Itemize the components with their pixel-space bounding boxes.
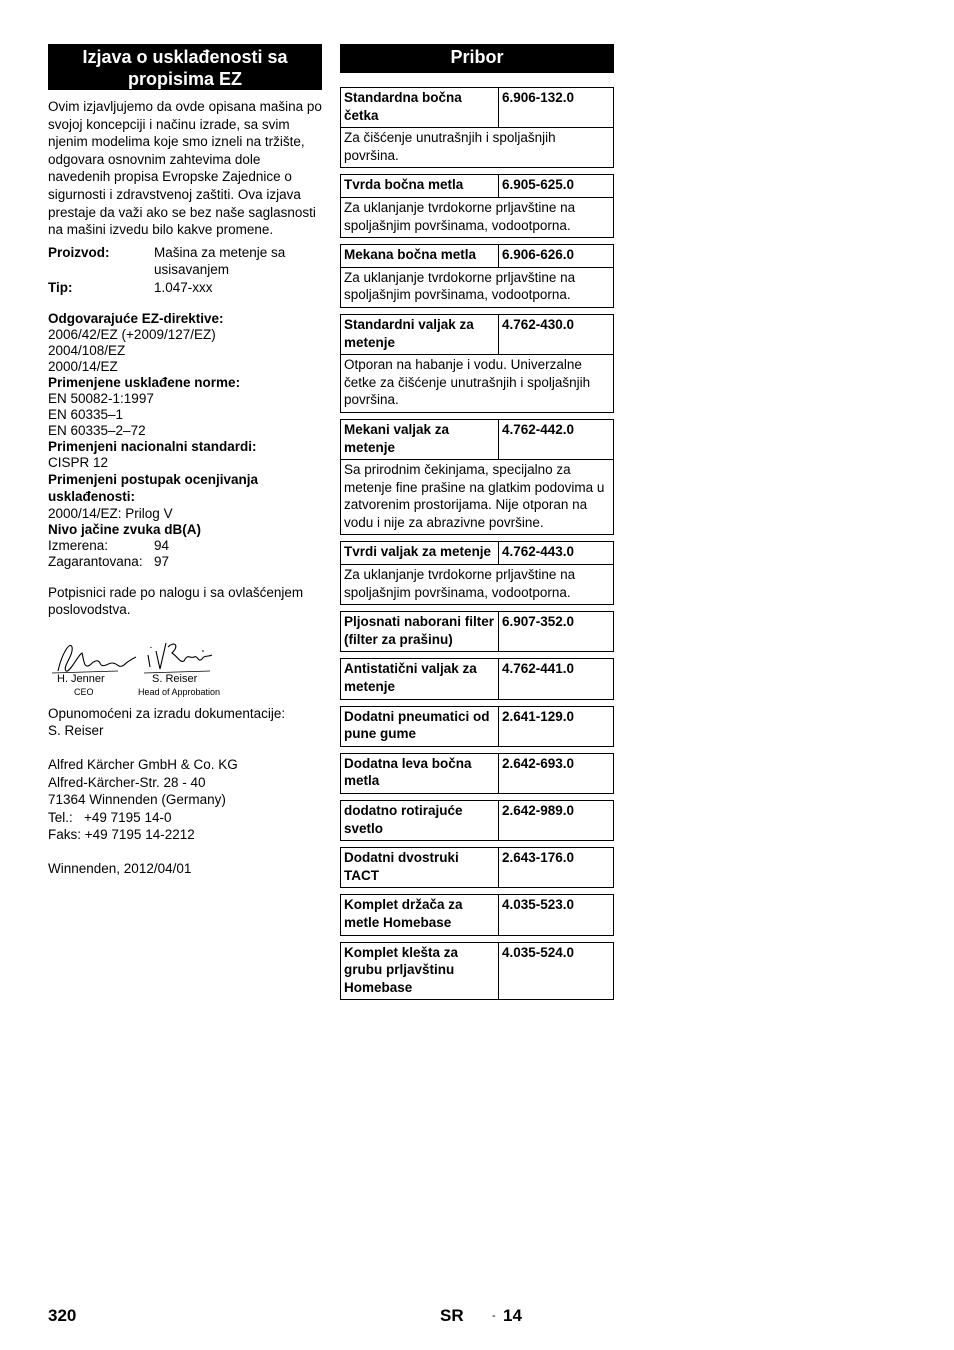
accessory-header-row xyxy=(341,245,613,267)
accessory-item xyxy=(340,706,614,747)
accessory-name: Dodatni dvostruki TACT xyxy=(341,848,499,887)
documentation-label: Opunomoćeni za izradu dokumentacije: xyxy=(48,705,286,721)
signatory-2-name: S. Reiser xyxy=(152,672,198,685)
accessory-part-number: 4.035-523.0 xyxy=(502,897,575,913)
accessory-description: Za uklanjanje tvrdokorne prljavštine na spoljašnjim površinama, vodootporna. xyxy=(341,564,613,604)
accessory-part-number: 6.905-625.0 xyxy=(502,177,575,193)
accessory-item xyxy=(340,174,614,238)
accessory-name: Pljosnati naborani filter (filter za prašinu) xyxy=(341,612,499,651)
declaration-column xyxy=(48,44,322,877)
type-row xyxy=(48,279,322,297)
accessory-name: Mekani valjak za metenje xyxy=(341,420,499,459)
accessory-header-row xyxy=(341,848,613,887)
declaration-heading: Izjava o usklađenosti sa propisima EZ xyxy=(48,44,322,90)
accessory-part-number: 6.907-352.0 xyxy=(502,614,575,630)
accessory-item xyxy=(340,314,614,413)
accessory-part-number: 2.642-989.0 xyxy=(502,803,575,818)
accessory-name: Tvrdi valjak za metenje xyxy=(341,542,499,564)
accessory-header-row xyxy=(341,707,613,746)
address-line: Tel.: +49 7195 14-0 xyxy=(48,809,172,825)
signatory-2-role: Head of Approbation xyxy=(138,686,221,697)
norms-label: Primenjene usklađene norme: xyxy=(48,374,241,390)
accessory-header-row xyxy=(341,943,613,1000)
accessory-name: Antistatični valjak za metenje xyxy=(341,659,499,698)
noise-guaranteed-row xyxy=(48,554,322,570)
address-line: Faks: +49 7195 14-2212 xyxy=(48,827,195,843)
directive-item: 2004/108/EZ xyxy=(48,342,126,358)
accessory-name: Tvrda bočna metla xyxy=(341,175,499,197)
accessory-header-row xyxy=(341,754,613,793)
noise-measured-row xyxy=(48,538,322,554)
norm-item: EN 50082-1:1997 xyxy=(48,390,154,406)
accessories-heading: Pribor xyxy=(340,44,614,73)
accessory-part-number: 4.762-441.0 xyxy=(502,661,575,677)
accessory-item xyxy=(340,87,614,168)
accessory-description: Za uklanjanje tvrdokorne prljavštine na spoljašnjim površinama, vodootporna. xyxy=(341,197,613,237)
accessory-name: Komplet držača za metle Homebase xyxy=(341,895,499,934)
accessory-part-number: 4.762-443.0 xyxy=(502,544,575,560)
signatory-1-name: H. Jenner xyxy=(57,672,105,685)
section-page-number: 14 xyxy=(503,1306,522,1325)
accessory-name: Dodatni pneumatici od pune gume xyxy=(341,707,499,746)
accessory-name: Dodatna leva bočna metla xyxy=(341,754,499,793)
accessory-description: Otporan na habanje i vodu. Univerzalne četke za čišćenje unutrašnjih i spoljašnjih površina. xyxy=(341,354,613,412)
noise-label: Nivo jačine zvuka dB(A) xyxy=(48,521,202,537)
type-label: Tip: xyxy=(48,279,73,295)
accessory-header-row xyxy=(341,175,613,197)
guaranteed-label: Zagarantovana: xyxy=(48,553,143,569)
product-value: Mašina za metenje sa usisavanjem xyxy=(154,244,286,278)
procedure-item: 2000/14/EZ: Prilog V xyxy=(48,505,173,521)
accessory-name: dodatno rotirajuće svetlo xyxy=(341,801,499,840)
signatory-1-role: CEO xyxy=(74,686,94,697)
accessory-item xyxy=(340,942,614,1001)
accessory-description: Za čišćenje unutrašnjih i spoljašnjih površina. xyxy=(341,127,613,167)
accessory-item xyxy=(340,800,614,841)
footer-dash: - xyxy=(492,1310,496,1322)
accessory-header-row xyxy=(341,542,613,564)
accessory-part-number: 4.762-442.0 xyxy=(502,421,575,437)
accessory-part-number: 6.906-132.0 xyxy=(502,90,575,105)
address-line: 71364 Winnenden (Germany) xyxy=(48,792,226,808)
address-line: Alfred Kärcher GmbH & Co. KG xyxy=(48,756,238,772)
accessory-item xyxy=(340,894,614,935)
procedure-label: Primenjeni postupak ocenjivanja usklađenosti: xyxy=(48,471,259,505)
norm-item: EN 60335–1 xyxy=(48,406,124,422)
type-value: 1.047-xxx xyxy=(154,279,213,295)
guaranteed-value: 97 xyxy=(154,553,170,569)
measured-value: 94 xyxy=(154,537,170,553)
accessory-name: Mekana bočna metla xyxy=(341,245,499,267)
accessory-part-number: 2.641-129.0 xyxy=(502,708,575,724)
address-line: Alfred-Kärcher-Str. 28 - 40 xyxy=(48,774,206,790)
accessory-header-row xyxy=(341,895,613,934)
accessories-column xyxy=(340,44,614,1000)
accessory-name: Standardni valjak za metenje xyxy=(341,315,499,354)
accessory-item xyxy=(340,244,614,308)
accessory-part-number: 6.906-626.0 xyxy=(502,247,575,263)
accessory-name: Standardna bočna četka xyxy=(341,88,499,127)
product-label: Proizvod: xyxy=(48,244,110,260)
accessory-header-row xyxy=(341,612,613,651)
accessory-header-row xyxy=(341,801,613,840)
accessory-header-row xyxy=(341,315,613,354)
accessory-item xyxy=(340,611,614,652)
accessory-item xyxy=(340,541,614,605)
declaration-intro: Ovim izjavljujemo da ovde opisana mašina po svojoj koncepciji i načinu izrade, sa svim njenim modelima koje smo izneli na tržište, odgovara osnovnim zahtevima dole navedenih propisa Evropske Zajednice o sigurnosti i zdravstvenoj zaštiti. Ova izjava prestaje da važi ako se bez naše saglasnosti na mašini izvedu bilo kakve promene. xyxy=(48,99,322,238)
product-row xyxy=(48,244,322,279)
accessory-item xyxy=(340,658,614,699)
accessory-name: Komplet klešta za grubu prljavštinu Homebase xyxy=(341,943,499,1000)
norm-item: EN 60335–2–72 xyxy=(48,422,146,438)
signatories-text: Potpisnici rade po nalogu i sa ovlašćenjem poslovodstva. xyxy=(48,584,304,618)
accessory-header-row xyxy=(341,88,613,127)
accessory-description: Za uklanjanje tvrdokorne prljavštine na spoljašnjim površinama, vodootporna. xyxy=(341,267,613,307)
signature-block xyxy=(48,633,322,699)
accessory-description: Sa prirodnim čekinjama, specijalno za metenje fine prašine na glatkim podovima u zatvorenim prostorijama. Nije otporan na vodu i nije za abrazivne površine. xyxy=(341,459,613,534)
directive-item: 2006/42/EZ (+2009/127/EZ) xyxy=(48,326,216,342)
language-code: SR xyxy=(440,1306,464,1325)
accessory-part-number: 4.035-524.0 xyxy=(502,944,575,960)
accessory-part-number: 2.643-176.0 xyxy=(502,850,575,866)
directives-label: Odgovarajuće EZ-direktive: xyxy=(48,310,224,326)
place-date: Winnenden, 2012/04/01 xyxy=(48,860,192,876)
accessory-header-row xyxy=(341,420,613,459)
documentation-person: S. Reiser xyxy=(48,723,104,739)
accessory-part-number: 4.762-430.0 xyxy=(502,316,575,332)
accessory-item xyxy=(340,419,614,536)
accessory-part-number: 2.642-693.0 xyxy=(502,755,575,771)
page-number: 320 xyxy=(48,1306,77,1325)
national-label: Primenjeni nacionalni standardi: xyxy=(48,438,257,454)
accessories-list xyxy=(340,87,614,1000)
measured-label: Izmerena: xyxy=(48,537,109,553)
directive-item: 2000/14/EZ xyxy=(48,358,118,374)
national-item: CISPR 12 xyxy=(48,454,109,470)
accessory-item xyxy=(340,753,614,794)
accessory-item xyxy=(340,847,614,888)
accessory-header-row xyxy=(341,659,613,698)
